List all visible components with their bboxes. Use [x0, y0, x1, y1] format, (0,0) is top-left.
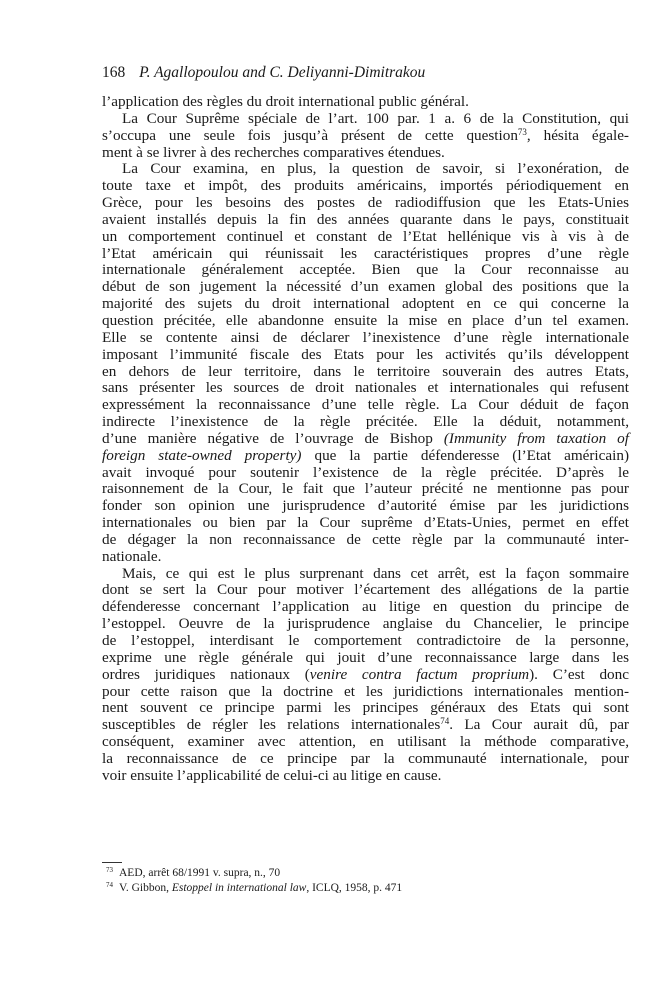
text-line — [102, 481, 629, 498]
text-run: de l’estoppel, interdisant le comportement contradictoire de la personne, — [102, 632, 629, 649]
text-line — [102, 566, 629, 583]
text-run: fonder son opinion une jurisprudence d’autorité émise par les juridictions — [102, 497, 629, 515]
text-run: ment à se livrer à des recherches comparatives étendues. — [102, 143, 445, 161]
text-line — [102, 262, 629, 279]
text-run: indirecte l’inexistence de la règle précitée. Elle la déduit, notamment, — [102, 413, 629, 431]
text-line — [102, 145, 629, 162]
text-run: en dehors de leur territoire, dans le territoire souverain des autres Etats, — [102, 362, 629, 380]
text-run: Elle se contente ainsi de déclarer l’inexistence d’une règle internationale — [102, 328, 629, 346]
italic-text: foreign state-owned property) — [102, 446, 302, 464]
text-run: V. Gibbon, — [119, 882, 172, 894]
text-run: nationale. — [102, 547, 162, 565]
text-run: de dégager la non reconnaissance de cette règle par la communauté inter- — [102, 530, 629, 548]
text-line — [102, 717, 629, 734]
footnote-reference: 73 — [517, 126, 527, 137]
footnote — [106, 881, 402, 896]
text-line — [102, 380, 629, 397]
text-line — [102, 448, 629, 465]
footnote-number: 73 — [106, 866, 113, 874]
text-run: sans présenter les sources de droit nationales et internationales qui refusent — [102, 379, 629, 397]
text-line — [102, 279, 629, 296]
text-line — [102, 414, 629, 431]
text-run: défenderesse concernant l’application au litige en question du principe de — [102, 598, 629, 616]
text-line — [102, 599, 629, 616]
text-run: l’Etat américain qui réunissait les caractéristiques propres d’une règle — [102, 244, 629, 262]
footnote-separator — [102, 862, 122, 863]
text-line — [102, 347, 629, 364]
text-run: imposant l’immunité fiscale des Etats pour les activités qu’ils développent — [102, 345, 629, 363]
text-run: s’occupa une seule fois jusqu’à présent de cette question — [102, 126, 518, 144]
text-run: ordres juridiques nationaux ( — [102, 665, 310, 683]
text-run: d’une manière négative de l’ouvrage de Bishop — [102, 429, 444, 447]
text-run: internationale généralement acceptée. Bien que la Cour reconnaisse au — [102, 261, 629, 279]
italic-text: (Immunity from taxation of — [443, 429, 629, 447]
text-run: , ICLQ, 1958, p. 471 — [306, 882, 403, 894]
text-run: toute taxe et impôt, des produits américains, importés périodiquement en — [102, 177, 629, 195]
text-run: avait invoqué pour soutenir l’existence de la règle précitée. D’après le — [102, 463, 629, 481]
text-line — [102, 128, 629, 145]
text-run: conséquent, examiner avec attention, en utilisant la méthode comparative, — [102, 733, 629, 751]
text-line — [102, 633, 629, 650]
italic-text: Estoppel in international law — [171, 882, 307, 894]
footnote-reference: 74 — [440, 716, 450, 727]
text-run: dont se sert la Cour pour motiver l’écartement des allégations de la partie — [102, 581, 629, 599]
text-line — [102, 650, 629, 667]
text-run: Grèce, pour les besoins des postes de radiodiffusion que les Etats-Unies — [102, 194, 629, 212]
italic-text: venire contra factum proprium — [309, 665, 530, 683]
text-line — [102, 195, 629, 212]
text-line — [102, 616, 629, 633]
text-run: internationales ou bien par la Cour suprême d’Etats-Unies, permet en effet — [102, 514, 629, 532]
text-line — [102, 111, 629, 128]
text-line — [102, 212, 629, 229]
text-line — [102, 178, 629, 195]
text-run: ). C’est donc — [529, 665, 629, 683]
text-line — [102, 582, 629, 599]
text-line — [102, 161, 629, 178]
text-line — [102, 229, 629, 246]
running-header-authors: P. Agallopoulou and C. Deliyanni-Dimitrakou — [139, 64, 426, 81]
text-run: Mais, ce qui est le plus surprenant dans cet arrêt, est la façon sommaire — [122, 564, 629, 582]
text-run: exprime une règle générale qui jouit d’une reconnaissance large dans les — [102, 648, 629, 666]
text-line — [102, 684, 629, 701]
text-run: majorité des sujets du droit international adoptent en ce qui concerne la — [102, 295, 629, 313]
text-run: , hésita égale- — [526, 126, 629, 144]
text-run: La Cour examina, en plus, la question de savoir, si l’exonération, de — [122, 160, 629, 178]
footnote-number: 74 — [106, 881, 113, 889]
text-run: AED, arrêt 68/1991 v. supra, n., 70 — [119, 867, 281, 879]
text-run: un comportement continuel et constant de l’Etat hellénique vis à vis à de — [102, 227, 629, 245]
footnotes — [106, 866, 402, 896]
text-run: pour cette raison que la doctrine et les juridictions internationales mention- — [102, 682, 629, 700]
text-run: La Cour Suprême spéciale de l’art. 100 par. 1 a. 6 de la Constitution, qui — [122, 109, 629, 127]
text-line — [102, 364, 629, 381]
text-run: nent souvent ce principe parmi les principes généraux des Etats qui sont — [102, 699, 629, 717]
text-run: avaient installés depuis la fin des années quarante dans le pays, constituait — [102, 210, 629, 228]
text-line — [102, 667, 629, 684]
text-line — [102, 768, 629, 785]
text-run: l’application des règles du droit international public général. — [102, 93, 469, 110]
text-line — [102, 549, 629, 566]
text-run: la reconnaissance de ce principe par la communauté internationale, pour — [102, 749, 629, 767]
page-number: 168 — [102, 64, 126, 81]
text-run: raisonnement de la Cour, le fait que l’auteur précité ne mentionne pas pour — [102, 480, 629, 498]
running-header — [102, 64, 425, 82]
text-line — [102, 94, 629, 111]
text-line — [102, 296, 629, 313]
text-line — [102, 532, 629, 549]
text-run: début de son jugement la nécessité d’un examen global des positions que la — [102, 278, 629, 296]
text-run: voir ensuite l’applicabilité de celui-ci au litige en cause. — [102, 766, 442, 784]
text-line — [102, 330, 629, 347]
text-line — [102, 700, 629, 717]
text-line — [102, 734, 629, 751]
text-line — [102, 498, 629, 515]
text-run: susceptibles de régler les relations internationales — [102, 716, 441, 734]
text-line — [102, 431, 629, 448]
text-run: question précitée, elle abandonne ensuite la mise en place d’un tel examen. — [102, 311, 629, 329]
text-line — [102, 246, 629, 263]
text-run: l’estoppel. Oeuvre de la jurisprudence anglaise du Chancelier, le principe — [102, 615, 629, 633]
text-line — [102, 751, 629, 768]
text-run: que la partie défenderesse (l’Etat américain) — [301, 446, 630, 464]
text-run: expressément la reconnaissance d’une telle règle. La Cour déduit de façon — [102, 396, 629, 414]
text-line — [102, 313, 629, 330]
text-line — [102, 465, 629, 482]
text-run: . La Cour aurait dû, par — [449, 716, 629, 734]
body-text — [102, 94, 629, 785]
footnote — [106, 866, 402, 881]
text-line — [102, 515, 629, 532]
text-line — [102, 397, 629, 414]
